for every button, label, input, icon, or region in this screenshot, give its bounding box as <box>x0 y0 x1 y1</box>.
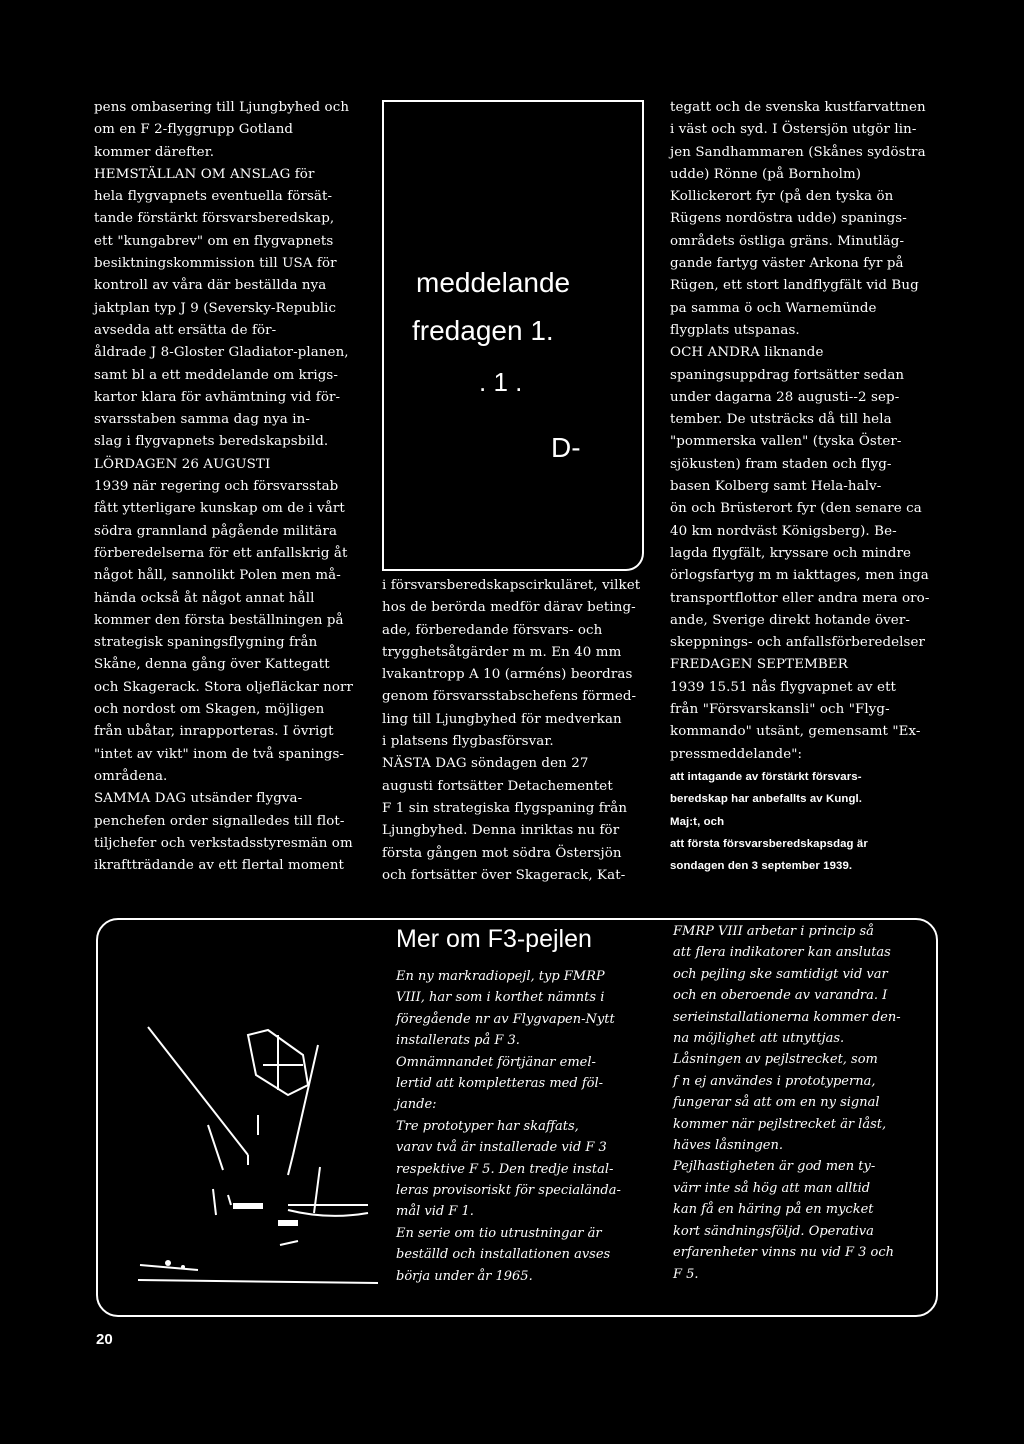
column3-line: Rügen, ett stort landflygfält vid Bug <box>670 278 919 294</box>
bottom-col2-line: värr inte så hög att man alltid <box>673 1180 871 1196</box>
column1-line: tiljchefer och verkstadsstyresmän om <box>94 835 353 851</box>
column1-line: "intet av vikt" inom de två spanings- <box>94 746 345 762</box>
bottom-col2-line: F 5. <box>673 1266 699 1282</box>
column3-line: ön och Brüsterort fyr (den senare ca <box>670 501 922 517</box>
column3-line: sjökusten) fram staden och flyg- <box>670 456 892 472</box>
column3-line: i väst och syd. I Östersjön utgör lin- <box>670 122 917 138</box>
bottom-col1-line: mål vid F 1. <box>396 1204 474 1220</box>
column2-line: hos de berörda medför därav beting- <box>382 600 636 616</box>
bottom-col1-line: En ny markradiopejl, typ FMRP <box>396 969 605 984</box>
column1-line: södra grannland pågående militära <box>94 523 338 539</box>
bottom-col1-line: lertid att kompletteras med föl- <box>396 1076 604 1092</box>
column3-line: örlogsfartyg m m iakttages, men inga <box>670 568 929 584</box>
column1-line: HEMSTÄLLAN OM ANSLAG för <box>94 166 315 182</box>
column3_bold-line: Maj:t, och <box>670 815 725 828</box>
bottom-col2-line: f n ej användes i prototyperna, <box>673 1073 876 1089</box>
bottom-col1-line: beställd och installationen avses <box>396 1247 611 1263</box>
column3-line: OCH ANDRA liknande <box>670 345 824 361</box>
bottom-col2-line: fungerar så att om en ny signal <box>673 1095 880 1111</box>
bottom-col2-line: Låsningen av pejlstrecket, som <box>673 1052 878 1068</box>
column1-line: penchefen order signalledes till flot- <box>94 813 345 829</box>
column1-line: och Skagerack. Stora oljefläckar norr <box>94 679 354 695</box>
column1-line: kontroll av våra där beställda nya <box>94 278 327 294</box>
box-line-3: . 1 . <box>479 367 523 397</box>
bottom-col1-line: Tre prototyper har skaffats, <box>396 1118 579 1134</box>
column3-line: lagda flygfält, kryssare och mindre <box>670 545 911 561</box>
column3-line: Kollickerort fyr (på den tyska ön <box>670 189 894 205</box>
bottom-col2-line: serieinstallationerna kommer den- <box>673 1009 901 1025</box>
column3-line: spaningsuppdrag fortsätter sedan <box>670 367 905 383</box>
column1-line: SAMMA DAG utsänder flygva- <box>94 791 303 807</box>
bottom-col1-line: föregående nr av Flygvapen-Nytt <box>396 1011 615 1027</box>
column-2 <box>382 575 650 887</box>
bottom-col1-line: VIII, har som i korthet nämnts i <box>396 990 605 1006</box>
column2-line: ling till Ljungbyhed för medverkan <box>382 711 622 727</box>
bottom-col2-line: och pejling ske samtidigt vid var <box>673 966 888 982</box>
bottom-col2-line: erfarenheter vinns nu vid F 3 och <box>673 1245 894 1261</box>
bottom-col2-line: Pejlhastigheten är god men ty- <box>673 1159 876 1175</box>
column2-line: trygghetsåtgärder m m. En 40 mm <box>382 644 622 660</box>
column1-line: kommer den första beställningen på <box>94 612 344 628</box>
box-line-2: fredagen 1. <box>412 315 554 346</box>
column1-line: ett "kungabrev" om en flygvapnets <box>94 233 334 249</box>
announcement-box <box>382 100 644 571</box>
article-title: Mer om F3-pejlen <box>396 925 592 953</box>
column3-line: basen Kolberg samt Hela-halv- <box>670 479 882 495</box>
column3-line: från "Försvarskansli" och "Flyg- <box>670 702 890 718</box>
column1-line: områdena. <box>94 768 168 784</box>
column2-line: genom försvarsstabschefens förmed- <box>382 689 637 705</box>
column3-line: kommando" utsänt, gemensamt "Ex- <box>670 724 921 740</box>
column1-line: svarsstaben samma dag nya in- <box>94 412 310 428</box>
column3-line: pa samma ö och Warnemünde <box>670 300 877 316</box>
column3-line: 1939 15.51 nås flygvapnet av ett <box>670 679 897 695</box>
bottom-col2-line: häves låsningen. <box>673 1138 783 1154</box>
column2-line: ade, förberedande försvars- och <box>382 622 603 638</box>
column3-line: udde) Rönne (på Bornholm) <box>670 166 862 182</box>
bottom-col1-line: installerats på F 3. <box>396 1033 520 1049</box>
bottom-col2-line: att flera indikatorer kan anslutas <box>673 945 891 961</box>
column3-line: Rügens nordöstra udde) spanings- <box>670 211 907 227</box>
column1-line: fått ytterligare kunskap om de i vårt <box>94 501 345 517</box>
column1-line: jaktplan typ J 9 (Seversky-Republic <box>94 300 337 316</box>
column3_bold-line: sondagen den 3 september 1939. <box>670 860 853 873</box>
bottom-col2-line: na möjlighet att utnyttjas. <box>673 1031 845 1047</box>
column1-line: samt bl a ett meddelande om krigs- <box>94 367 338 383</box>
column3-line: 40 km nordväst Königsberg). Be- <box>670 523 897 539</box>
bottom-col1-line: Omnämnandet förtjänar emel- <box>396 1054 596 1070</box>
column3_bold-line: att första försvarsberedskapsdag är <box>670 837 868 850</box>
column3-line: gande fartyg väster Arkona fyr på <box>670 256 904 272</box>
column1-line: LÖRDAGEN 26 AUGUSTI <box>94 456 271 472</box>
bottom-col2-line: kan få en häring på en mycket <box>673 1202 874 1218</box>
bottom-col2-line: kort sändningsföljd. Operativa <box>673 1223 874 1239</box>
column3_bold-line: beredskap har anbefallts av Kungl. <box>670 793 863 806</box>
column1-line: och nordost om Skagen, möjligen <box>94 702 325 718</box>
column3-line: områdets östliga gräns. Minutläg- <box>670 233 905 249</box>
page-number: 20 <box>96 1331 113 1348</box>
column1-line: kartor klara för avhämtning vid för- <box>94 389 341 405</box>
column2-line: F 1 sin strategiska flygspaning från <box>382 800 628 816</box>
column2-line: i platsens flygbasförsvar. <box>382 734 554 750</box>
column3_bold-line: att intagande av förstärkt försvars- <box>670 770 862 783</box>
column3-line: transportflottor eller andra mera oro- <box>670 590 930 606</box>
article-column-1 <box>396 966 621 1287</box>
column3-line: ande, Sverige direkt hotande över- <box>670 612 910 628</box>
column1-line: pens ombasering till Ljungbyhed och <box>94 100 350 115</box>
column2-line: i försvarsberedskapscirkuläret, vilket <box>382 578 641 593</box>
column3-line: "pommerska vallen" (tyska Öster- <box>670 434 902 450</box>
column1-line: hända också åt något annat håll <box>94 590 315 606</box>
column2-line: Ljungbyhed. Denna inriktas nu för <box>382 823 620 839</box>
column1-line: förberedelserna för ett anfallskrig åt <box>94 545 348 561</box>
column1-line: strategisk spaningsflygning från <box>94 635 318 651</box>
column1-line: åldrade J 8-Gloster Gladiator-planen, <box>94 345 349 361</box>
bottom-col1-line: jande: <box>396 1097 437 1113</box>
column1-line: om en F 2-flyggrupp Gotland <box>94 122 294 138</box>
bottom-col1-line: börja under år 1965. <box>396 1268 533 1284</box>
bottom-col2-line: kommer när pejlstrecket är låst, <box>673 1116 887 1132</box>
column1-line: Skåne, denna gång över Kattegatt <box>94 657 330 673</box>
bottom-col1-line: En serie om tio utrustningar är <box>396 1225 602 1241</box>
column1-line: 1939 när regering och försvarsstab <box>94 479 339 495</box>
column3-line: skeppnings- och anfallsförberedelser <box>670 635 926 651</box>
column3-line: pressmeddelande": <box>670 746 803 762</box>
column1-line: hela flygvapnets eventuella försät- <box>94 189 333 205</box>
column1-line: från ubåtar, inrapporteras. I övrigt <box>94 724 334 740</box>
box-line-1: meddelande <box>416 267 571 298</box>
column3-line: jen Sandhammaren (Skånes sydöstra <box>670 144 926 160</box>
bottom-col1-line: respektive F 5. Den tredje instal- <box>396 1161 614 1177</box>
column1-line: avsedda att ersätta de för- <box>94 322 277 338</box>
column3-line: under dagarna 28 augusti--2 sep- <box>670 389 900 405</box>
column1-line: tande förstärkt försvarsberedskap, <box>94 211 335 227</box>
column2-line: och fortsätter över Skagerack, Kat- <box>382 867 626 883</box>
column1-line: slag i flygvapnets beredskapsbild. <box>94 434 329 450</box>
column3-line: flygplats utspanas. <box>670 322 800 338</box>
column1-line: kommer därefter. <box>94 144 215 160</box>
column2-line: NÄSTA DAG söndagen den 27 <box>382 756 589 772</box>
column1-line: ikraftträdande av ett flertal moment <box>94 858 345 874</box>
column2-line: första gången mot södra Östersjön <box>382 845 622 861</box>
bottom-col1-line: varav två är installerade vid F 3 <box>396 1140 607 1156</box>
bottom-col2-line: FMRP VIII arbetar i princip så <box>673 924 874 939</box>
column3-line: FREDAGEN SEPTEMBER <box>670 657 848 673</box>
antenna-illustration <box>128 1005 388 1285</box>
column2-line: lvakantropp A 10 (arméns) beordras <box>382 667 633 683</box>
column3-line: tegatt och de svenska kustfarvattnen <box>670 100 926 115</box>
column-3 <box>670 97 935 877</box>
column2-line: augusti fortsätter Detachementet <box>382 778 613 794</box>
bottom-col1-line: leras provisoriskt för specialända- <box>396 1183 621 1199</box>
column1-line: något håll, sannolikt Polen men må- <box>94 568 341 584</box>
bottom-col2-line: och en oberoende av varandra. I <box>673 988 888 1004</box>
article-column-2 <box>673 921 901 1285</box>
column3-line: tember. De utsträcks då till hela <box>670 412 892 428</box>
box-line-4: D- <box>551 432 581 463</box>
column-1 <box>94 97 364 877</box>
column1-line: besiktningskommission till USA för <box>94 256 337 272</box>
